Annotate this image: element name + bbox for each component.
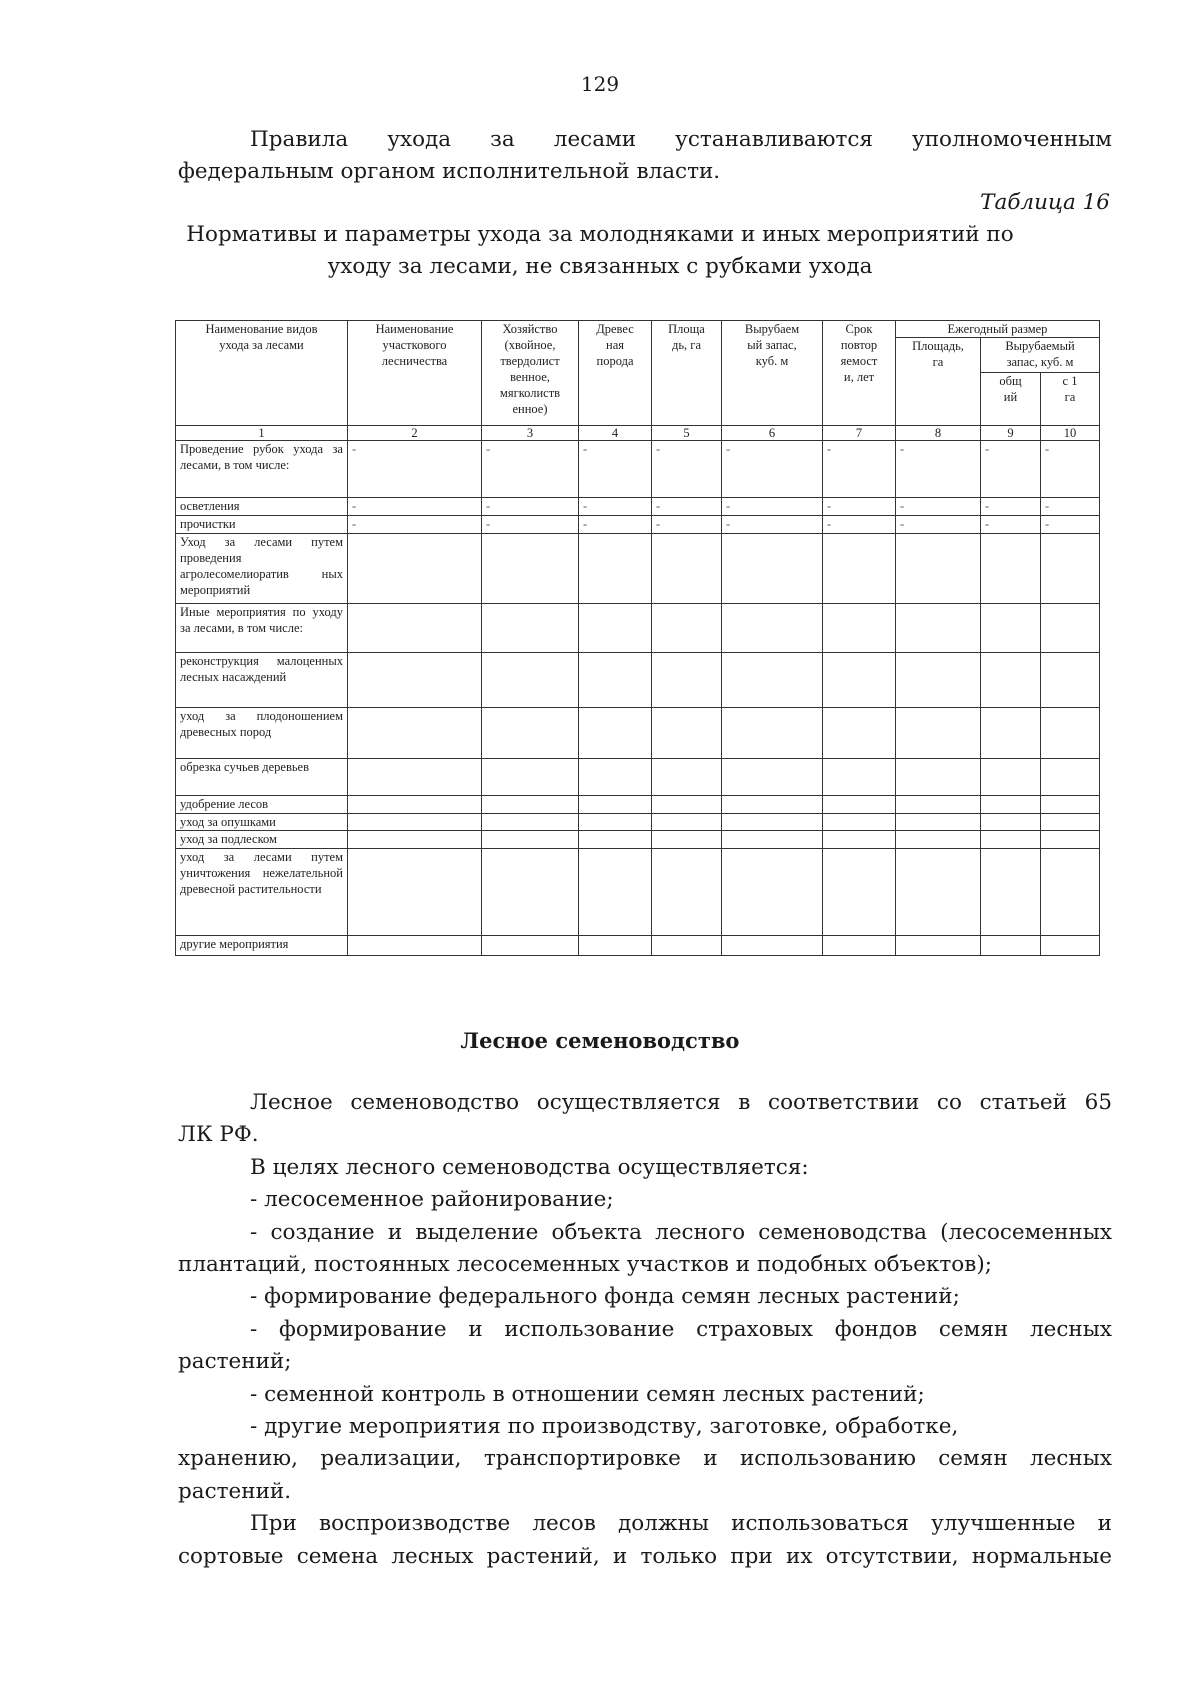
row-label: Проведение рубок ухода за лесами, в том числе: — [176, 441, 348, 498]
table-cell — [823, 708, 896, 759]
header-cut-volume: Вырубаем ый запас, куб. м — [722, 321, 823, 426]
table-cell — [823, 831, 896, 849]
table-title-line-1: Нормативы и параметры ухода за молодняками и иных мероприятий по — [186, 222, 1014, 247]
column-number-8: 8 — [896, 426, 981, 441]
table-cell — [981, 796, 1041, 814]
table-cell — [722, 936, 823, 956]
table-cell — [722, 604, 823, 653]
row-label: реконструкция малоценных лесных насаждений — [176, 653, 348, 708]
table-cell: - — [579, 498, 652, 516]
table-cell — [981, 936, 1041, 956]
table-cell — [579, 814, 652, 831]
header-care-type: Наименование видов ухода за лесами — [176, 321, 348, 426]
body-line: плантаций, постоянных лесосеменных участков и подобных объектов); — [178, 1252, 992, 1277]
body-line: хранению, реализации, транспортировке и использованию семян лесных — [178, 1446, 1112, 1472]
body-line: растений; — [178, 1349, 292, 1375]
table-row — [176, 849, 1100, 936]
table-cell — [722, 759, 823, 796]
table-cell — [981, 814, 1041, 831]
table-cell: - — [981, 516, 1041, 534]
table-cell: - — [348, 441, 482, 498]
table-cell: - — [579, 441, 652, 498]
body-line: сортовые семена лесных растений, и только при их отсутствии, нормальные — [178, 1543, 1112, 1569]
table-cell — [722, 814, 823, 831]
table-cell — [896, 534, 981, 604]
table-row — [176, 759, 1100, 796]
table-cell: - — [722, 441, 823, 498]
table-row — [176, 653, 1100, 708]
table-cell — [981, 534, 1041, 604]
table-row — [176, 814, 1100, 831]
table-row — [176, 936, 1100, 956]
header-annual-size: Ежегодный размер — [896, 321, 1100, 338]
table-cell — [652, 831, 722, 849]
table-cell: - — [482, 441, 579, 498]
header-annual-volume: Вырубаемый запас, куб. м — [981, 338, 1100, 373]
table-cell — [1041, 814, 1100, 831]
table-cell: - — [1041, 441, 1100, 498]
table-cell — [1041, 653, 1100, 708]
body-line: - лесосеменное районирование; — [250, 1187, 614, 1213]
table-cell — [482, 796, 579, 814]
table-cell: - — [482, 516, 579, 534]
table-cell — [722, 653, 823, 708]
table-cell — [1041, 936, 1100, 956]
table-cell: - — [896, 498, 981, 516]
table-cell — [348, 759, 482, 796]
table-cell — [652, 814, 722, 831]
column-number-9: 9 — [981, 426, 1041, 441]
table-row — [176, 796, 1100, 814]
column-number-3: 3 — [482, 426, 579, 441]
row-label: осветления — [176, 498, 348, 516]
table-cell: - — [348, 498, 482, 516]
column-number-1: 1 — [176, 426, 348, 441]
body-line: растений. — [178, 1478, 292, 1504]
table-cell — [482, 814, 579, 831]
table-cell — [981, 831, 1041, 849]
row-label: уход за лесами путем уничтожения нежелательной древесной растительности — [176, 849, 348, 936]
table-cell — [348, 831, 482, 849]
body-line: - другие мероприятия по производству, заготовке, обработке, — [250, 1414, 959, 1439]
table-cell — [482, 708, 579, 759]
table-cell — [1041, 831, 1100, 849]
table-cell: - — [896, 441, 981, 498]
table-cell — [896, 936, 981, 956]
table-title-line-2: уходу за лесами, не связанных с рубками ухода — [327, 254, 873, 279]
table-cell: - — [482, 498, 579, 516]
table-cell — [348, 849, 482, 936]
table-cell — [579, 604, 652, 653]
table-cell — [579, 759, 652, 796]
table-cell — [1041, 604, 1100, 653]
table-cell — [652, 759, 722, 796]
table-cell — [722, 831, 823, 849]
header-annual-area: Площадь, га — [896, 338, 981, 426]
table-cell: - — [652, 498, 722, 516]
table-cell — [482, 849, 579, 936]
row-label: другие мероприятия — [176, 936, 348, 956]
page-number: 129 — [580, 72, 620, 96]
row-label: прочистки — [176, 516, 348, 534]
row-label: уход за плодоношением древесных пород — [176, 708, 348, 759]
table-cell — [348, 814, 482, 831]
table-cell — [652, 796, 722, 814]
table-cell — [896, 708, 981, 759]
table-cell — [823, 936, 896, 956]
header-area: Площа дь, га — [652, 321, 722, 426]
table-cell — [482, 831, 579, 849]
table-cell — [823, 653, 896, 708]
row-label: Иные мероприятия по уходу за лесами, в том числе: — [176, 604, 348, 653]
column-number-2: 2 — [348, 426, 482, 441]
table-row — [176, 831, 1100, 849]
table-cell — [1041, 534, 1100, 604]
table-cell — [823, 849, 896, 936]
table-row — [176, 498, 1100, 516]
table-cell — [1041, 708, 1100, 759]
table-cell — [482, 653, 579, 708]
table-cell — [981, 759, 1041, 796]
table-cell — [652, 653, 722, 708]
table-cell — [981, 653, 1041, 708]
header-volume-total: общ ий — [981, 373, 1041, 426]
table-cell: - — [981, 498, 1041, 516]
intro-line-1: Правила ухода за лесами устанавливаются уполномоченным — [250, 127, 1112, 152]
table-cell — [579, 653, 652, 708]
row-label: обрезка сучьев деревьев — [176, 759, 348, 796]
table-cell: - — [896, 516, 981, 534]
table-cell: - — [579, 516, 652, 534]
row-label: уход за опушками — [176, 814, 348, 831]
row-label: уход за подлеском — [176, 831, 348, 849]
body-line: - формирование и использование страховых фондов семян лесных — [250, 1316, 1112, 1342]
header-volume-per-ha: с 1 га — [1041, 373, 1100, 426]
table-cell — [1041, 759, 1100, 796]
table-cell — [348, 534, 482, 604]
table-cell — [1041, 849, 1100, 936]
table-cell — [823, 796, 896, 814]
table-cell — [823, 604, 896, 653]
table-cell — [1041, 796, 1100, 814]
table-cell — [652, 534, 722, 604]
table-cell — [981, 708, 1041, 759]
header-forestry-district: Наименование участкового лесничества — [348, 321, 482, 426]
table-cell — [896, 653, 981, 708]
table-cell — [896, 759, 981, 796]
column-number-5: 5 — [652, 426, 722, 441]
table-cell: - — [652, 516, 722, 534]
intro-line-2: федеральным органом исполнительной власти. — [178, 159, 721, 184]
table-cell: - — [652, 441, 722, 498]
table-row — [176, 516, 1100, 534]
table-cell — [981, 849, 1041, 936]
table-cell — [348, 796, 482, 814]
table-cell — [348, 653, 482, 708]
table-cell — [348, 604, 482, 653]
table-cell — [823, 759, 896, 796]
table-cell — [579, 831, 652, 849]
table-cell: - — [722, 498, 823, 516]
body-line: - создание и выделение объекта лесного семеноводства (лесосеменных — [250, 1219, 1112, 1245]
column-number-7: 7 — [823, 426, 896, 441]
body-line: ЛК РФ. — [178, 1122, 259, 1148]
table-cell — [579, 534, 652, 604]
table-cell — [896, 849, 981, 936]
care-norms-table — [175, 320, 1100, 956]
body-line: - формирование федерального фонда семян лесных растений; — [250, 1284, 960, 1310]
table-caption: Таблица 16 — [980, 190, 1110, 215]
body-line: - семенной контроль в отношении семян лесных растений; — [250, 1381, 925, 1407]
body-line: При воспроизводстве лесов должны использоваться улучшенные и — [250, 1511, 1112, 1537]
table-row — [176, 708, 1100, 759]
table-cell — [722, 796, 823, 814]
column-number-4: 4 — [579, 426, 652, 441]
row-label: удобрение лесов — [176, 796, 348, 814]
table-cell: - — [348, 516, 482, 534]
table-cell — [579, 936, 652, 956]
table-cell — [482, 759, 579, 796]
table-cell — [896, 831, 981, 849]
table-cell: - — [823, 441, 896, 498]
table-cell — [722, 849, 823, 936]
table-cell: - — [823, 516, 896, 534]
table-cell: - — [981, 441, 1041, 498]
table-cell — [823, 814, 896, 831]
table-cell — [652, 936, 722, 956]
table-cell: - — [823, 498, 896, 516]
table-cell — [896, 814, 981, 831]
table-row — [176, 441, 1100, 498]
header-economy: Хозяйство (хвойное, твердолист венное, мягколиств енное) — [482, 321, 579, 426]
table-cell — [981, 604, 1041, 653]
row-label: Уход за лесами путем проведения агролесомелиоратив ных мероприятий — [176, 534, 348, 604]
section-heading: Лесное семеноводство — [460, 1028, 740, 1053]
table-cell — [652, 708, 722, 759]
table-cell — [823, 534, 896, 604]
table-cell — [579, 796, 652, 814]
column-number-6: 6 — [722, 426, 823, 441]
table-cell — [579, 708, 652, 759]
table-cell — [482, 936, 579, 956]
body-line: В целях лесного семеноводства осуществляется: — [250, 1154, 809, 1180]
table-cell: - — [1041, 516, 1100, 534]
table-row — [176, 604, 1100, 653]
table-cell — [482, 534, 579, 604]
table-cell: - — [722, 516, 823, 534]
table-cell — [652, 849, 722, 936]
table-cell — [348, 708, 482, 759]
table-cell — [722, 534, 823, 604]
header-tree-species: Древес ная порода — [579, 321, 652, 426]
column-number-10: 10 — [1041, 426, 1100, 441]
table-cell — [722, 708, 823, 759]
body-line: Лесное семеноводство осуществляется в соответствии со статьей 65 — [250, 1090, 1112, 1115]
table-cell — [348, 936, 482, 956]
table-cell — [482, 604, 579, 653]
table-cell: - — [1041, 498, 1100, 516]
table-cell — [896, 796, 981, 814]
header-repeat-period: Срок повтор яемост и, лет — [823, 321, 896, 426]
table-cell — [579, 849, 652, 936]
table-cell — [652, 604, 722, 653]
table-cell — [896, 604, 981, 653]
table-row — [176, 534, 1100, 604]
